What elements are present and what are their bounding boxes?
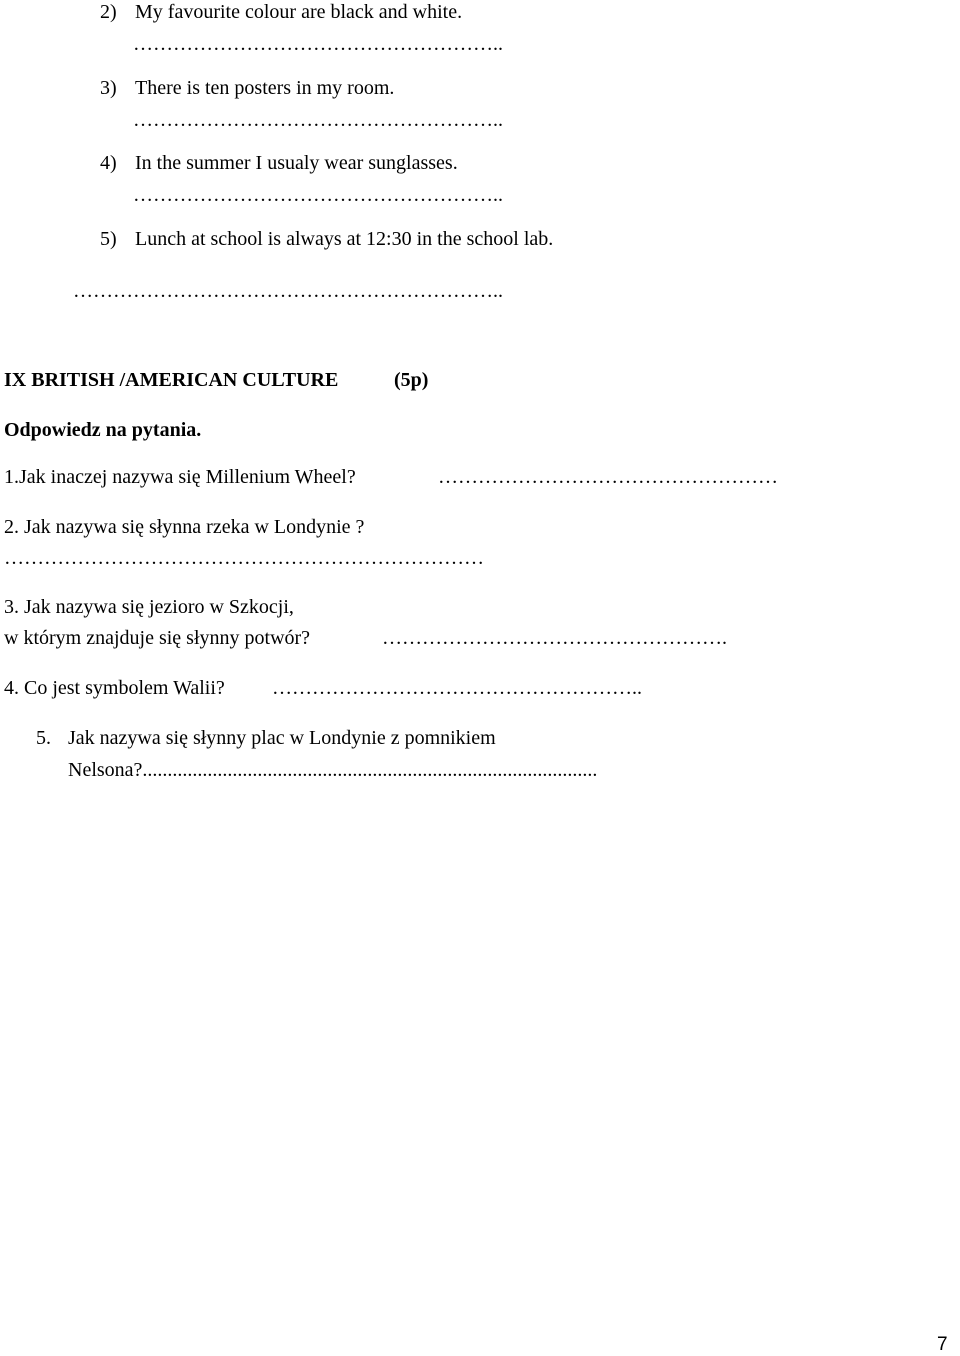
item-sentence: In the summer I usualy wear sunglasses.: [135, 152, 458, 174]
section-points: (5p): [394, 369, 429, 391]
question-text: 4. Co jest symbolem Walii?: [4, 677, 225, 699]
question-text-line-1: Jak nazywa się słynny plac w Londynie z pomnikiem: [68, 727, 496, 749]
question-text: 1.Jak inaczej nazywa się Millenium Wheel?: [4, 466, 356, 488]
question-text-line-1: 3. Jak nazywa się jezioro w Szkocji,: [4, 596, 294, 618]
question-text: 2. Jak nazywa się słynna rzeka w Londynie ?: [4, 516, 365, 538]
section-instruction: Odpowiedz na pytania.: [4, 419, 202, 441]
item-number: 5): [100, 228, 117, 250]
answer-line: …………………………………………….: [382, 627, 727, 649]
answer-line: ………………………………………………………..: [73, 280, 503, 302]
item-number: 2): [100, 1, 117, 23]
section-title: IX BRITISH /AMERICAN CULTURE: [4, 369, 339, 391]
page-number: 7: [937, 1334, 948, 1355]
answer-line: ……………………………………………: [438, 466, 778, 488]
item-sentence: My favourite colour are black and white.: [135, 1, 463, 23]
answer-line: ………………………………………………..: [133, 109, 503, 131]
question-text-line-2: w którym znajduje się słynny potwór?: [4, 627, 311, 649]
item-sentence: Lunch at school is always at 12:30 in the school lab.: [135, 228, 554, 250]
item-sentence: There is ten posters in my room.: [135, 77, 395, 99]
question-number: 5.: [36, 727, 51, 749]
item-number: 3): [100, 77, 117, 99]
answer-line: ………………………………………………..: [272, 677, 642, 699]
answer-line: ………………………………………………..: [133, 33, 503, 55]
answer-line: ………………………………………………..: [133, 184, 503, 206]
question-text-line-2: Nelsona?...........................................................................................: [68, 759, 598, 781]
answer-line: ………………………………………………………………: [4, 547, 484, 569]
item-number: 4): [100, 152, 117, 174]
